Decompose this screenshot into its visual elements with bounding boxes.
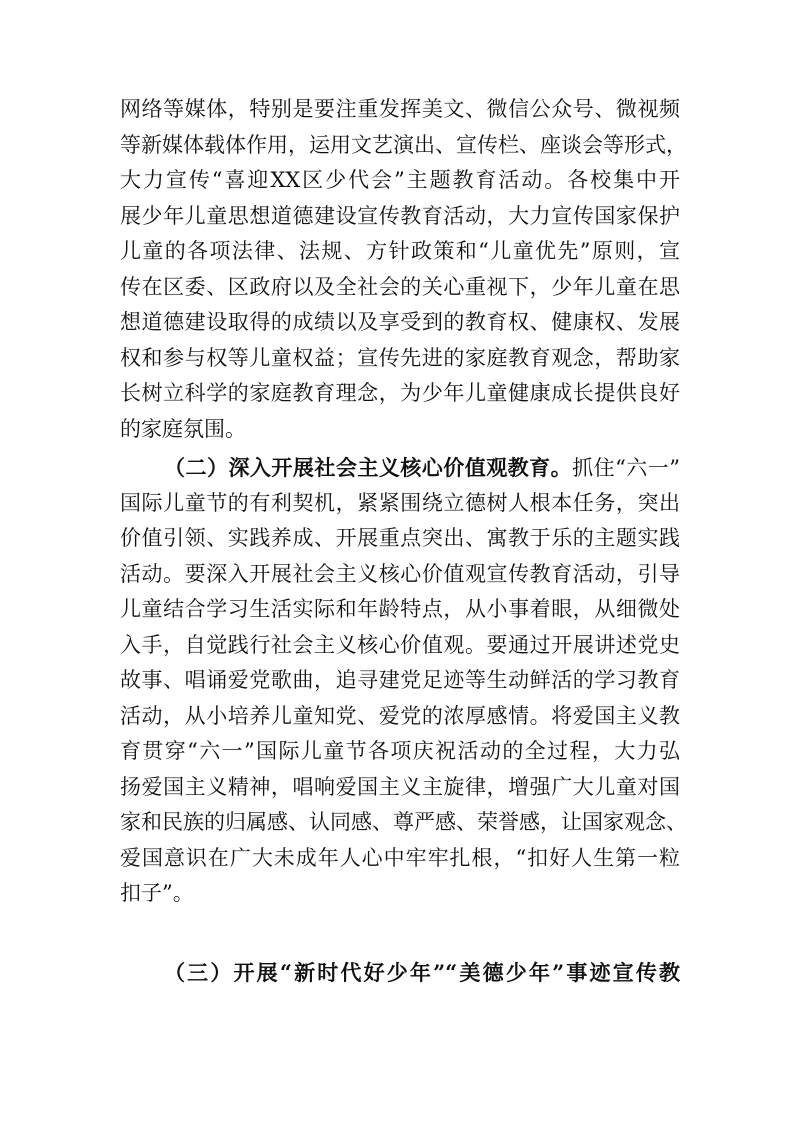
paragraph-core-values <box>120 450 687 912</box>
paragraph-line: 网络等媒体，特别是要注重发挥美文、微信公众号、微视频 <box>120 97 680 121</box>
paragraph-media-promotion <box>120 92 687 447</box>
paragraph-line: 活动。要深入开展社会主义核心价值观宣传教育活动，引导 <box>120 561 680 586</box>
paragraph-line: 故事、唱诵爱党歌曲，追寻建党足迹等生动鲜活的学习教育 <box>120 668 680 692</box>
paragraph-line: 想道德建设取得的成绩以及享受到的教育权、健康权、发展 <box>120 310 680 334</box>
paragraph-line: 儿童的各项法律、法规、方针政策和“儿童优先”原则，宣 <box>120 239 680 263</box>
paragraph-line: 大力宣传“喜迎XX区少代会”主题教育活动。各校集中开 <box>120 168 680 192</box>
section-heading-2: （二）深入开展社会主义核心价值观教育。 <box>164 455 573 480</box>
paragraph-line: 入手，自觉践行社会主义核心价值观。要通过开展讲述党史 <box>120 632 680 657</box>
heading-continuation: 抓住“六一” <box>572 456 680 480</box>
paragraph-line: 等新媒体载体作用，运用文艺演出、宣传栏、座谈会等形式， <box>120 132 687 157</box>
paragraph-line: 权和参与权等儿童权益；宣传先进的家庭教育观念，帮助家 <box>120 345 680 370</box>
paragraph-good-youth <box>120 955 680 991</box>
paragraph-line: 长树立科学的家庭教育理念，为少年儿童健康成长提供良好 <box>120 381 680 405</box>
paragraph-line: 传在区委、区政府以及全社会的关心重视下，少年儿童在思 <box>120 274 680 299</box>
paragraph-line: 价值引领、实践养成、开展重点突出、寓教于乐的主题实践 <box>120 526 680 550</box>
paragraph-line: 家和民族的归属感、认同感、尊严感、荣誉感，让国家观念、 <box>120 810 687 834</box>
section-heading-3: （三）开展“新时代好少年”“美德少年”事迹宣传教 <box>164 960 680 985</box>
paragraph-line: 展少年儿童思想道德建设宣传教育活动，大力宣传国家保护 <box>120 203 680 228</box>
paragraph-line: 扣子”。 <box>120 881 194 905</box>
paragraph-line: 爱国意识在广大未成年人心中牢牢扎根，“扣好人生第一粒 <box>120 845 680 870</box>
paragraph-first-line <box>120 450 680 486</box>
paragraph-line: 国际儿童节的有利契机，紧紧围绕立德树人根本任务，突出 <box>120 490 680 515</box>
paragraph-first-line <box>120 955 680 991</box>
paragraph-line: 的家庭氛围。 <box>120 416 246 441</box>
paragraph-line: 活动，从小培养儿童知党、爱党的浓厚感情。将爱国主义教 <box>120 703 680 728</box>
paragraph-line: 儿童结合学习生活实际和年龄特点，从小事着眼，从细微处 <box>120 597 680 621</box>
paragraph-line: 育贯穿“六一”国际儿童节各项庆祝活动的全过程，大力弘 <box>120 739 680 763</box>
paragraph-line: 扬爱国主义精神，唱响爱国主义主旋律，增强广大儿童对国 <box>120 774 680 799</box>
